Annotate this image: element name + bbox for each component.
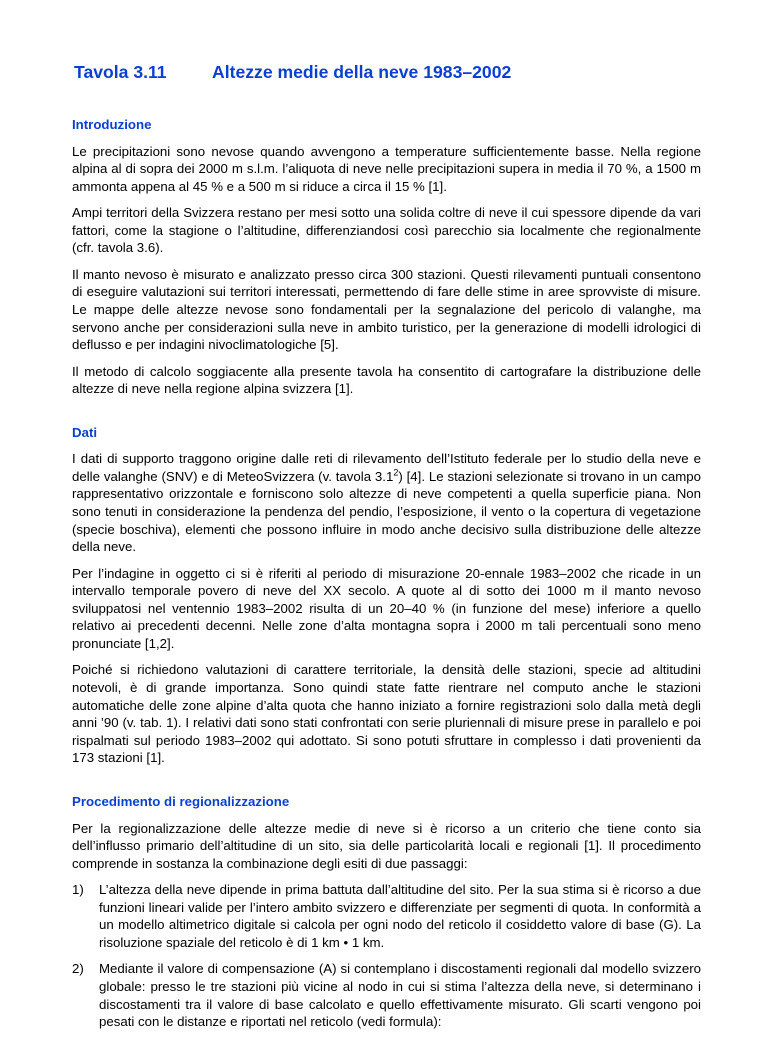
document-body: [72, 116, 701, 1040]
list-number: 2): [72, 961, 84, 977]
section-heading: Dati: [72, 424, 98, 440]
paragraph: Ampi territori della Svizzera restano per mesi sotto una solida coltre di neve il cui spessore dipende da vari fattori, come la stagione o l’altitudine, differenziandosi così parecchio sia localmente che regionalmente (cfr. tavola 3.6).: [72, 205, 701, 256]
section-heading: Procedimento di regionalizzazione: [72, 793, 290, 809]
numbered-list: [72, 881, 701, 1031]
paragraph: Il manto nevoso è misurato e analizzato presso circa 300 stazioni. Questi rilevamenti puntuali consentono di eseguire valutazioni sui territori interessati, permettendo di fare delle stime in aree sprovviste di misure. Le mappe delle altezze nevose sono fondamentali per la segnalazione del pericolo di valanghe, ma servono anche per considerazioni sulla neve in ambito turistico, per la generazione di modelli idrologici di deflusso e per indagini nivoclimatologiche [5].: [72, 266, 701, 353]
paragraph: Poiché si richiedono valutazioni di carattere territoriale, la densità delle stazioni, specie ad altitudini notevoli, è di grande importanza. Sono quindi state fatte rientrare nel computo anche le stazioni automatiche delle zone alpine d’alta quota che hanno iniziato a fornire registrazioni solo dalla metà degli anni ’90 (v. tab. 1). I relativi dati sono stati confrontati con serie pluriennali di misure prese in parallelo e poi rispalmati sul periodo 1983–2002 qui adottato. Si sono potuti sfruttare in complesso i dati provenienti da 173 stazioni [1].: [72, 662, 701, 766]
paragraph: Il metodo di calcolo soggiacente alla presente tavola ha consentito di cartografare la distribuzione delle altezze di neve nella regione alpina svizzera [1].: [72, 363, 701, 397]
section-procedimento: [72, 793, 701, 1031]
plate-title: Altezze medie della neve 1983–2002: [212, 62, 512, 82]
paragraph: Le precipitazioni sono nevose quando avvengono a temperature sufficientemente basse. Nella regione alpina al di sopra dei 2000 m s.l.m. l’aliquota di neve nelle precipitazioni supera in media il 70 %, a 1500 m ammonta appena al 45 % e a 500 m si riduce a circa il 15 % [1].: [72, 143, 701, 194]
plate-number: Tavola 3.11: [74, 62, 167, 82]
paragraph: I dati di supporto traggono origine dalle reti di rilevamento dell’Istituto federale per lo studio della neve e delle valanghe (SNV) e di MeteoSvizzera (v. tavola $3.1^2$) [4]. Le stazioni selezionate si trovano in un campo rappresentativo orizzontale e forniscono solo altezze di neve competenti a quella superficie piana. Non sono tenuti in considerazione la pendenza del pendio, l’esposizione, il vento o la copertura di vegetazione (specie boschiva), elementi che possono influire in modo anche decisivo sulla distribuzione delle altezze della neve.: [72, 451, 701, 555]
superscript: 2: [393, 467, 399, 478]
list-text: L’altezza della neve dipende in prima battuta dall’altitudine del sito. Per la sua stima si è ricorso a due funzioni lineari valide per l’intero ambito svizzero e differenziate per segmenti di quota. In conformità a un modello altimetrico digitale si calcola per ogni nodo del reticolo il cosiddetto valore di base (G). La risoluzione spaziale del reticolo è di 1 km • 1 km.: [99, 882, 701, 950]
list-item: [72, 960, 701, 1030]
page-title: [74, 62, 511, 83]
paragraph: Per la regionalizzazione delle altezze medie di neve si è ricorso a un criterio che tiene conto sia dell’influsso primario dell’altitudine di un sito, sia delle particolarità locali e regionali [1]. Il procedimento comprende in sostanza la combinazione degli esiti di due passaggi:: [72, 820, 701, 871]
list-text: Mediante il valore di compensazione (A) si contemplano i discostamenti regionali dal modello svizzero globale: presso le tre stazioni più vicine al nodo in cui si stima l’altezza della neve, si determinano i discostamenti tra il valore di base calcolato e quello effettivamente misurato. Gli scarti vengono poi pesati con le distanze e riportati nel reticolo (vedi formula):: [99, 961, 701, 1030]
section-introduzione: [72, 116, 701, 398]
section-heading: Introduzione: [72, 117, 152, 132]
paragraph: Per l’indagine in oggetto ci si è riferiti al periodo di misurazione 20-ennale 1983–2002 che ricade in un intervallo temporale povero di neve del XX secolo. A quote al di sotto dei 1000 m il manto nevoso sviluppatosi nel ventennio 1983–2002 risulta di un 20–40 % (in funzione del mese) inferiore a quello relativo ai precedenti decenni. Nelle zone d’alta montagna sopra i 2000 m tali percentuali sono meno pronunciate [1,2].: [72, 565, 701, 652]
list-item: [72, 881, 701, 951]
list-number: 1): [72, 882, 84, 898]
section-dati: [72, 424, 701, 767]
